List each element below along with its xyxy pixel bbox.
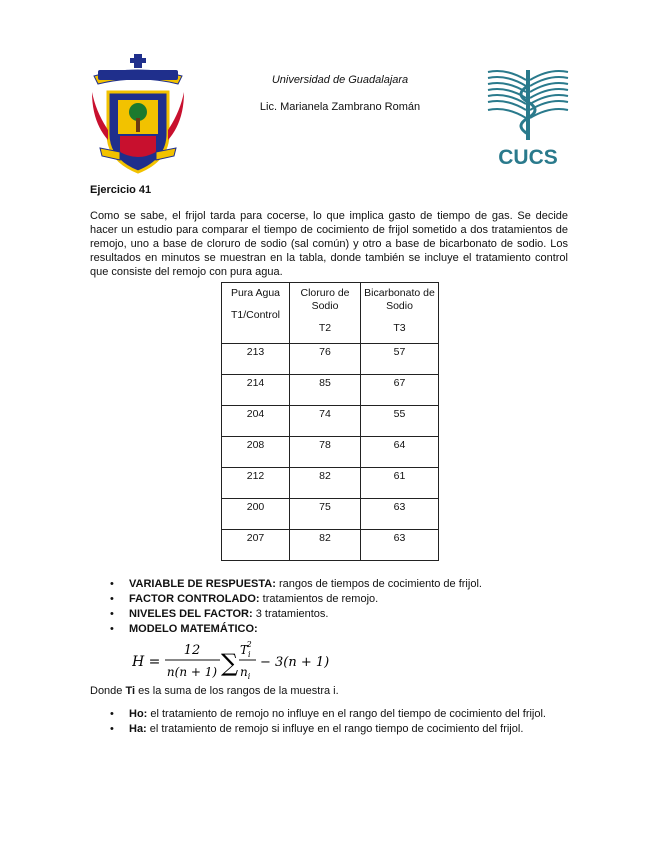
crest-cross [130, 54, 146, 68]
svg-text:∑: ∑ [221, 649, 239, 677]
exercise-title: Ejercicio 41 [90, 184, 152, 196]
table-cell: 78 [290, 437, 361, 468]
svg-text:12: 12 [183, 643, 201, 658]
table-row [222, 530, 439, 561]
table-cell: 208 [222, 437, 290, 468]
table-cell: 204 [222, 406, 290, 437]
table-cell: 213 [222, 344, 290, 375]
results-table [221, 282, 439, 561]
svg-text:ni: $n_i$ [240, 665, 251, 681]
definitions-list [104, 577, 482, 637]
table-cell: 67 [361, 375, 439, 406]
svg-text:n(n + 1): n(n + 1) [166, 665, 218, 679]
column-header-t2: Cloruro de Sodio T2 [290, 283, 361, 344]
table-cell: 74 [290, 406, 361, 437]
hypotheses-list [104, 707, 546, 737]
table-cell: 76 [290, 344, 361, 375]
table-row [222, 344, 439, 375]
exercise-intro: Como se sabe, el frijol tarda para cocerse, lo que implica gasto de tiempo de gas. Se decide hacer un estudio para comparar el tiempo de cocimiento de frijol sometido a dos tratamientos de remojo, uno a base de cloruro de sodio (sal común) y otro a base de bicarbonato de sodio. Los resultados en minutos se muestran en la tabla, donde también se incluye el tratamiento control que consiste del remojo con pura agua. [90, 210, 568, 278]
list-item: • Ha: el tratamiento de remojo si influye en el rango tiempo de cocimiento del frijol. [110, 723, 524, 735]
table-row [222, 375, 439, 406]
table-cell: 57 [361, 344, 439, 375]
list-item: • FACTOR CONTROLADO: tratamientos de remojo. [110, 593, 379, 605]
list-item: • VARIABLE DE RESPUESTA: rangos de tiempos de cocimiento de frijol. [110, 578, 482, 590]
column-header-t3: Bicarbonato de Sodio T3 [361, 283, 439, 344]
kruskal-wallis-formula [132, 638, 332, 682]
table-row [222, 499, 439, 530]
list-item: • Ho: el tratamiento de remojo no influye en el rango del tiempo de cocimiento del frijol. [110, 708, 546, 720]
table-header-row [222, 283, 439, 344]
table-cell: 82 [290, 530, 361, 561]
caduceus-icon [486, 66, 570, 168]
table-cell: 64 [361, 437, 439, 468]
svg-text:Ti2: $T_i2$ [240, 640, 252, 659]
table-cell: 207 [222, 530, 290, 561]
table-cell: 63 [361, 499, 439, 530]
table-cell: 55 [361, 406, 439, 437]
table-cell: 214 [222, 375, 290, 406]
svg-text:− 3(n + 1): − 3(n + 1) [260, 655, 330, 670]
table-cell: 212 [222, 468, 290, 499]
table-cell: 61 [361, 468, 439, 499]
table-row [222, 468, 439, 499]
table-row [222, 406, 439, 437]
list-item: • MODELO MATEMÁTICO: [110, 623, 258, 635]
donde-text: Donde Ti es la suma de los rangos de la muestra i. [90, 685, 339, 697]
table-cell: 75 [290, 499, 361, 530]
svg-text:H =: H = [132, 654, 161, 670]
table-body [222, 344, 439, 561]
table-row [222, 437, 439, 468]
institution-name: Universidad de Guadalajara [271, 74, 409, 86]
column-header-t1: Pura Agua T1/Control [222, 283, 290, 344]
list-item: • NIVELES DEL FACTOR: 3 tratamientos. [110, 608, 329, 620]
table-cell: 63 [361, 530, 439, 561]
udg-crest-icon [90, 52, 186, 176]
author-name: Lic. Marianela Zambrano Román [259, 101, 421, 113]
table-cell: 85 [290, 375, 361, 406]
table-cell: 200 [222, 499, 290, 530]
table-cell: 82 [290, 468, 361, 499]
cucs-logo-text: CUCS [498, 146, 558, 168]
